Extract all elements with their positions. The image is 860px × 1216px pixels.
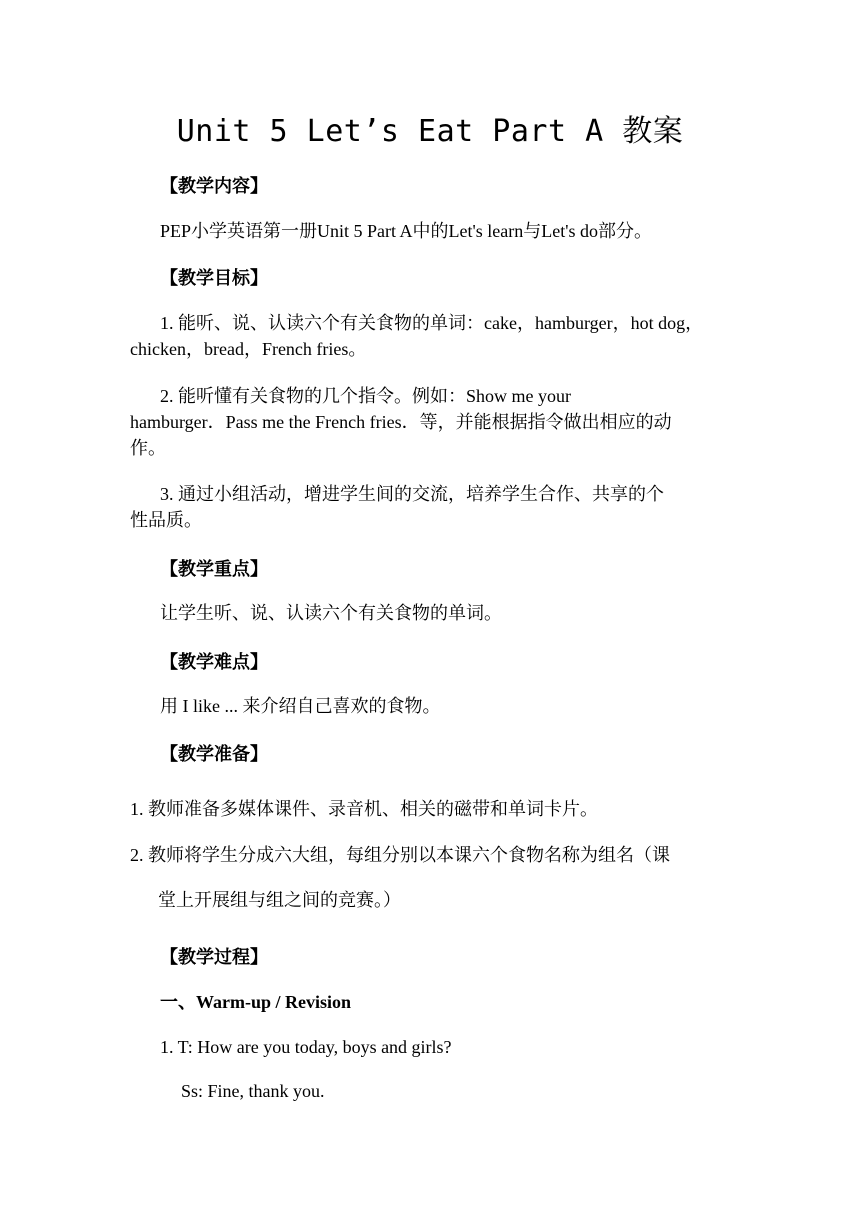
heading-difficulties: 【教学难点】 [160, 652, 268, 673]
preparation-item-2-line-1: 2. 教师将学生分成六大组，每组分别以本课六个食物名称为组名（课 [130, 845, 670, 865]
goal-1-line-2: chicken，bread，French fries。 [130, 339, 367, 359]
teaching-content-text: PEP小学英语第一册Unit 5 Part A中的Let's learn与Let's do部分。 [160, 221, 652, 241]
goal-2-line-1: 2. 能听懂有关食物的几个指令。例如：Show me your [160, 386, 571, 406]
heading-preparation: 【教学准备】 [160, 744, 268, 765]
preparation-item-1: 1. 教师准备多媒体课件、录音机、相关的磁带和单词卡片。 [130, 799, 598, 819]
heading-key-points: 【教学重点】 [160, 559, 268, 580]
step-1-students-line: Ss: Fine, thank you. [181, 1081, 325, 1101]
heading-teaching-content: 【教学内容】 [160, 176, 268, 197]
goal-1-line-1: 1. 能听、说、认读六个有关食物的单词：cake，hamburger，hot dog， [160, 313, 704, 333]
step-1-heading: 一、Warm-up / Revision [160, 992, 352, 1012]
goal-3-line-1: 3. 通过小组活动，增进学生间的交流，培养学生合作、共享的个 [160, 484, 664, 504]
document-title: Unit 5 Let’s Eat Part A 教案 [176, 114, 684, 149]
preparation-item-2-line-2: 堂上开展组与组之间的竞赛。） [158, 890, 401, 910]
key-points-text: 让学生听、说、认读六个有关食物的单词。 [160, 603, 502, 623]
heading-teaching-goals: 【教学目标】 [160, 268, 268, 289]
difficulties-text: 用 I like ... 来介绍自己喜欢的食物。 [160, 696, 441, 716]
step-1-teacher-line: 1. T: How are you today, boys and girls? [160, 1037, 452, 1057]
goal-3-line-2: 性品质。 [130, 510, 202, 530]
goal-2-line-2: hamburger．Pass me the French fries．等，并能根据指令做出相应的动 [130, 412, 672, 432]
heading-process: 【教学过程】 [160, 947, 268, 968]
goal-2-line-3: 作。 [130, 438, 166, 458]
